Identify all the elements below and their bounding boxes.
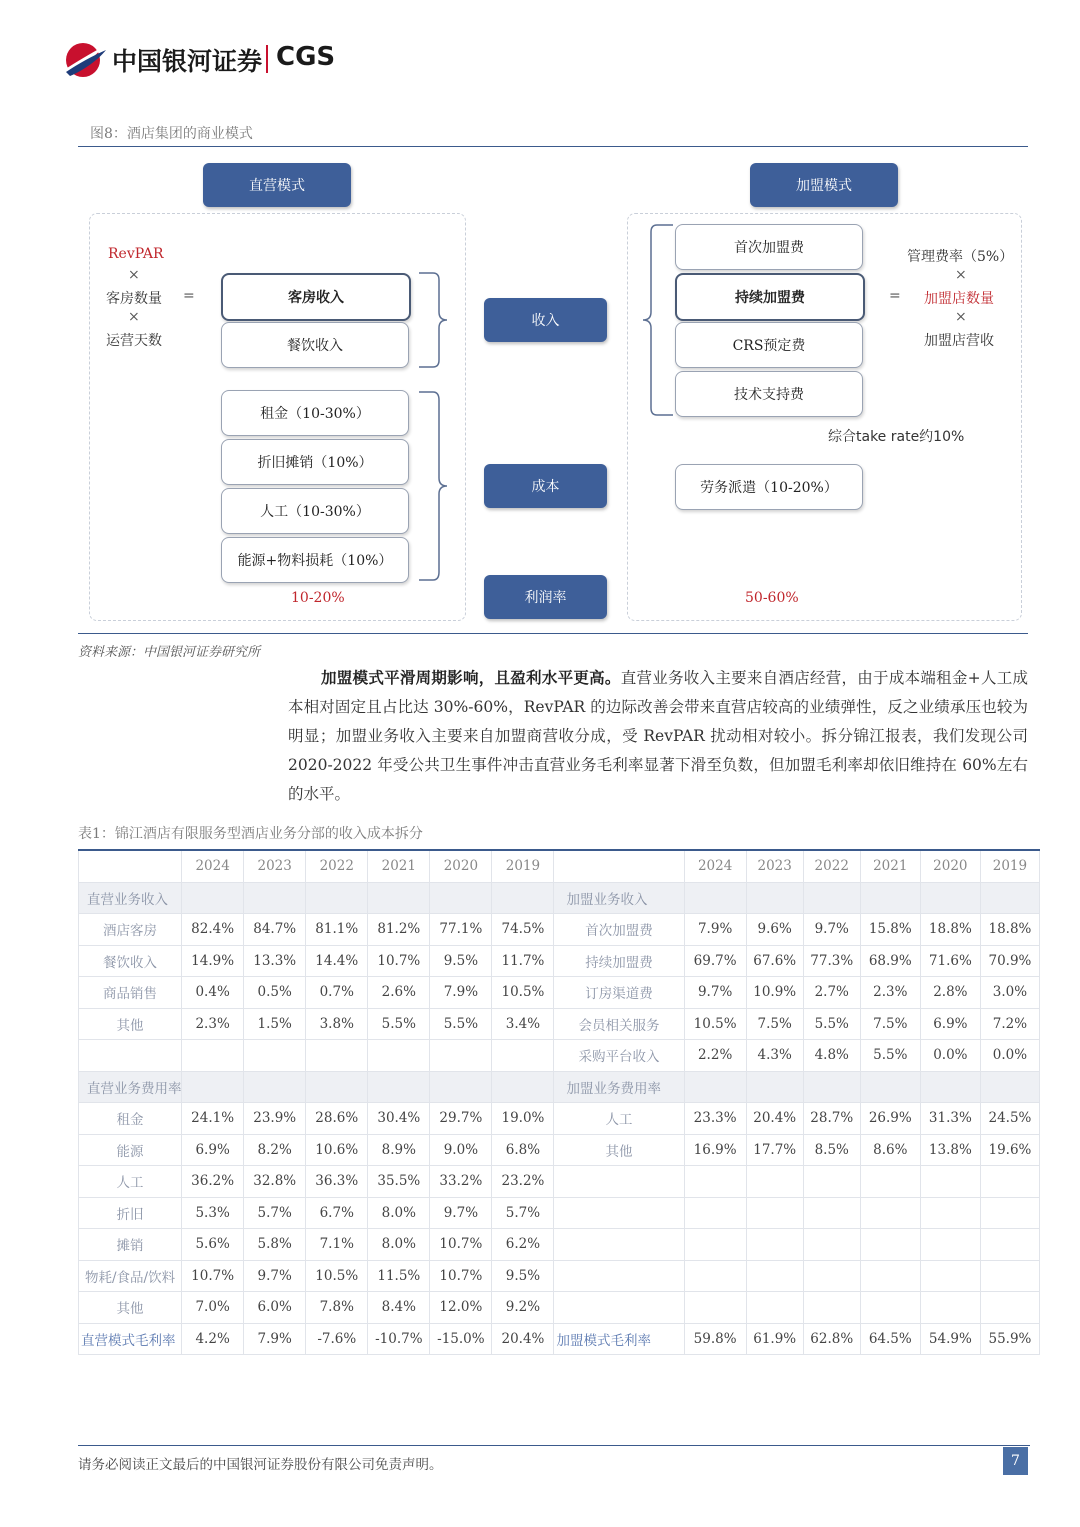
table-cell: [684, 1197, 746, 1229]
page-number: 7: [1003, 1447, 1028, 1475]
value-cell: 0.0%: [920, 1040, 980, 1072]
table-cell: [920, 1229, 980, 1261]
value-cell: 14.4%: [306, 945, 368, 977]
table-cell: [430, 1040, 492, 1072]
value-cell: 9.7%: [430, 1197, 492, 1229]
value-cell: 2.2%: [684, 1040, 746, 1072]
row-label: 能源: [79, 1134, 182, 1166]
table-cell: [920, 882, 980, 914]
value-cell: -15.0%: [430, 1323, 492, 1355]
times-sign: ×: [955, 267, 967, 283]
analysis-paragraph: [288, 663, 1028, 809]
value-cell: 82.4%: [182, 914, 244, 946]
table-cell: [684, 882, 746, 914]
value-cell: 64.5%: [860, 1323, 920, 1355]
value-cell: 7.0%: [182, 1292, 244, 1324]
value-cell: 6.2%: [492, 1229, 554, 1261]
value-cell: 5.3%: [182, 1197, 244, 1229]
direct-margin-value: 10-20%: [291, 590, 345, 606]
table-row: [79, 1008, 1040, 1040]
value-cell: 0.4%: [182, 977, 244, 1009]
value-cell: 6.9%: [920, 1008, 980, 1040]
value-cell: 29.7%: [430, 1103, 492, 1135]
table-cell: [980, 1071, 1039, 1103]
value-cell: 4.3%: [746, 1040, 803, 1072]
value-cell: 8.9%: [368, 1134, 430, 1166]
table-cell: [554, 1229, 684, 1261]
table-row: [79, 1292, 1040, 1324]
value-cell: 71.6%: [920, 945, 980, 977]
value-cell: 6.7%: [306, 1197, 368, 1229]
table-cell: [980, 1292, 1039, 1324]
table-row: [79, 1197, 1040, 1229]
value-cell: 4.8%: [803, 1040, 860, 1072]
value-cell: 7.5%: [860, 1008, 920, 1040]
value-cell: 23.2%: [492, 1166, 554, 1198]
table-cell: [746, 882, 803, 914]
diagram-braces-left: [415, 270, 455, 590]
row-label: 持续加盟费: [554, 945, 684, 977]
value-cell: 4.2%: [182, 1323, 244, 1355]
value-cell: 35.5%: [368, 1166, 430, 1198]
value-cell: 67.6%: [746, 945, 803, 977]
table-cell: [860, 1292, 920, 1324]
direct-model-label: 直营模式: [203, 163, 351, 207]
food-revenue-box: 餐饮收入: [221, 322, 409, 368]
row-label: 人工: [79, 1166, 182, 1198]
diagram-brace-right: [635, 222, 675, 422]
value-cell: 30.4%: [368, 1103, 430, 1135]
table-cell: [554, 1260, 684, 1292]
value-cell: 8.4%: [368, 1292, 430, 1324]
table-cell: [803, 1166, 860, 1198]
value-cell: 84.7%: [244, 914, 306, 946]
table-cell: [803, 1197, 860, 1229]
table-cell: [920, 1292, 980, 1324]
table-cell: [803, 1260, 860, 1292]
value-cell: 9.5%: [492, 1260, 554, 1292]
table-cell: [306, 882, 368, 914]
value-cell: 28.6%: [306, 1103, 368, 1135]
value-cell: 13.3%: [244, 945, 306, 977]
value-cell: -10.7%: [368, 1323, 430, 1355]
table-header-blank: [79, 850, 182, 882]
table-cell: [368, 1071, 430, 1103]
value-cell: 20.4%: [746, 1103, 803, 1135]
figure-source: 资料来源：中国银河证券研究所: [78, 645, 261, 660]
operating-days-label: 运营天数: [106, 333, 162, 349]
value-cell: 9.2%: [492, 1292, 554, 1324]
table-cell: [746, 1197, 803, 1229]
value-cell: 6.8%: [492, 1134, 554, 1166]
crs-fee-box: CRS预定费: [675, 322, 863, 368]
year-header: 2023: [244, 850, 306, 882]
value-cell: 2.7%: [803, 977, 860, 1009]
section-label: 直营业务费用率: [79, 1071, 182, 1103]
value-cell: 13.8%: [920, 1134, 980, 1166]
value-cell: 20.4%: [492, 1323, 554, 1355]
dispatch-labor-box: 劳务派遣（10-20%）: [675, 464, 863, 510]
value-cell: 0.7%: [306, 977, 368, 1009]
logo-separator: [266, 45, 268, 73]
value-cell: 7.1%: [306, 1229, 368, 1261]
cgs-logo-icon: [62, 40, 106, 78]
table-cell: [244, 882, 306, 914]
table-cell: [860, 882, 920, 914]
value-cell: -7.6%: [306, 1323, 368, 1355]
table-cell: [554, 1197, 684, 1229]
value-cell: 7.9%: [244, 1323, 306, 1355]
table-cell: [803, 1229, 860, 1261]
value-cell: 33.2%: [430, 1166, 492, 1198]
year-header: 2020: [920, 850, 980, 882]
value-cell: 18.8%: [920, 914, 980, 946]
value-cell: 9.6%: [746, 914, 803, 946]
value-cell: 7.2%: [980, 1008, 1039, 1040]
value-cell: 8.0%: [368, 1229, 430, 1261]
value-cell: 10.7%: [368, 945, 430, 977]
labor-cost-box: 人工（10-30%）: [221, 488, 409, 534]
energy-cost-box: 能源+物料损耗（10%）: [221, 537, 409, 583]
value-cell: 28.7%: [803, 1103, 860, 1135]
table-cell: [684, 1071, 746, 1103]
take-rate-note: 综合take rate约10%: [828, 429, 965, 445]
row-label: 租金: [79, 1103, 182, 1135]
value-cell: 17.7%: [746, 1134, 803, 1166]
table-cell: [684, 1292, 746, 1324]
year-header: 2024: [182, 850, 244, 882]
year-header: 2021: [368, 850, 430, 882]
table-cell: [803, 882, 860, 914]
table-row: [79, 914, 1040, 946]
section-label: 加盟业务费用率: [554, 1071, 684, 1103]
row-label: 其他: [79, 1008, 182, 1040]
row-label: 商品销售: [79, 977, 182, 1009]
table-header-row: [79, 850, 1040, 882]
row-label: 采购平台收入: [554, 1040, 684, 1072]
table-cell: [920, 1260, 980, 1292]
table-cell: [554, 1292, 684, 1324]
table-row: [79, 977, 1040, 1009]
row-label: 物耗/食品/饮料: [79, 1260, 182, 1292]
value-cell: 3.4%: [492, 1008, 554, 1040]
value-cell: 9.7%: [684, 977, 746, 1009]
table-cell: [860, 1229, 920, 1261]
year-header: 2020: [430, 850, 492, 882]
table-cell: [684, 1260, 746, 1292]
table-cell: [980, 882, 1039, 914]
franchise-model-label: 加盟模式: [750, 163, 898, 207]
table-row: [79, 1166, 1040, 1198]
year-header: 2019: [980, 850, 1039, 882]
table-cell: [920, 1071, 980, 1103]
year-header: 2022: [803, 850, 860, 882]
table-row: [79, 1229, 1040, 1261]
table-cell: [182, 882, 244, 914]
value-cell: 2.3%: [860, 977, 920, 1009]
row-label: 会员相关服务: [554, 1008, 684, 1040]
year-header: 2019: [492, 850, 554, 882]
revenue-cost-table: [78, 849, 1040, 1355]
value-cell: 3.8%: [306, 1008, 368, 1040]
value-cell: 10.5%: [306, 1260, 368, 1292]
tech-support-fee-box: 技术支持费: [675, 371, 863, 417]
table-cell: [554, 1166, 684, 1198]
table-cell: [306, 1040, 368, 1072]
table-cell: [684, 1229, 746, 1261]
table-cell: [430, 882, 492, 914]
year-header: 2021: [860, 850, 920, 882]
times-sign: ×: [128, 267, 140, 283]
value-cell: 12.0%: [430, 1292, 492, 1324]
section-label: 直营业务收入: [79, 882, 182, 914]
value-cell: 9.7%: [244, 1260, 306, 1292]
table-title: 表1：锦江酒店有限服务型酒店业务分部的收入成本拆分: [78, 826, 423, 842]
table-cell: [746, 1260, 803, 1292]
value-cell: 36.2%: [182, 1166, 244, 1198]
revenue-label: 收入: [484, 298, 607, 342]
figure-title: 图8：酒店集团的商业模式: [90, 126, 253, 142]
value-cell: 9.5%: [430, 945, 492, 977]
value-cell: 8.0%: [368, 1197, 430, 1229]
value-cell: 8.5%: [803, 1134, 860, 1166]
value-cell: 5.7%: [244, 1197, 306, 1229]
management-fee-rate-label: 管理费率（5%）: [907, 249, 1014, 265]
value-cell: 81.2%: [368, 914, 430, 946]
times-sign: ×: [955, 309, 967, 325]
logo-en: CGS: [276, 42, 336, 72]
equals-sign: =: [183, 288, 195, 304]
table-cell: [803, 1071, 860, 1103]
table-cell: [803, 1292, 860, 1324]
table-cell: [746, 1229, 803, 1261]
value-cell: 7.9%: [684, 914, 746, 946]
table-row: [79, 1103, 1040, 1135]
table-cell: [920, 1166, 980, 1198]
value-cell: 59.8%: [684, 1323, 746, 1355]
table-section-row: [79, 882, 1040, 914]
value-cell: 77.1%: [430, 914, 492, 946]
value-cell: 54.9%: [920, 1323, 980, 1355]
value-cell: 18.8%: [980, 914, 1039, 946]
value-cell: 55.9%: [980, 1323, 1039, 1355]
table-cell: [368, 882, 430, 914]
table-cell: [860, 1166, 920, 1198]
value-cell: 5.7%: [492, 1197, 554, 1229]
value-cell: 5.6%: [182, 1229, 244, 1261]
table-cell: [746, 1071, 803, 1103]
section-label: 加盟业务收入: [554, 882, 684, 914]
paragraph-lead: 加盟模式平滑周期影响，且盈利水平更高。: [321, 668, 621, 687]
table-cell: [79, 1040, 182, 1072]
depreciation-cost-box: 折旧摊销（10%）: [221, 439, 409, 485]
row-label: 折旧: [79, 1197, 182, 1229]
value-cell: 61.9%: [746, 1323, 803, 1355]
table-section-row: [79, 1071, 1040, 1103]
franchise-store-revenue-label: 加盟店营收: [924, 333, 994, 349]
room-count-label: 客房数量: [106, 291, 162, 307]
value-cell: 70.9%: [980, 945, 1039, 977]
initial-fee-box: 首次加盟费: [675, 224, 863, 270]
value-cell: 5.8%: [244, 1229, 306, 1261]
table-cell: [746, 1166, 803, 1198]
table-row: [79, 1134, 1040, 1166]
row-label: 摊销: [79, 1229, 182, 1261]
row-label: 其他: [554, 1134, 684, 1166]
value-cell: 2.8%: [920, 977, 980, 1009]
table-cell: [746, 1292, 803, 1324]
value-cell: 26.9%: [860, 1103, 920, 1135]
value-cell: 68.9%: [860, 945, 920, 977]
value-cell: 5.5%: [803, 1008, 860, 1040]
value-cell: 2.3%: [182, 1008, 244, 1040]
table-cell: [430, 1071, 492, 1103]
footer-disclaimer: 请务必阅读正文最后的中国银河证券股份有限公司免责声明。: [78, 1457, 443, 1473]
figure-bottom-rule: [78, 633, 1028, 634]
value-cell: 16.9%: [684, 1134, 746, 1166]
value-cell: 9.7%: [803, 914, 860, 946]
row-label: 直营模式毛利率: [79, 1323, 182, 1355]
table-cell: [492, 1071, 554, 1103]
value-cell: 5.5%: [430, 1008, 492, 1040]
table-cell: [860, 1197, 920, 1229]
table-row: [79, 1040, 1040, 1072]
paragraph-body: 直营业务收入主要来自酒店经营，由于成本端租金+人工成本相对固定且占比达 30%-60%，RevPAR 的边际改善会带来直营店较高的业绩弹性，反之业绩承压也较为明显；加盟业务收入主要来自加盟商营收分成，受 RevPAR 扰动相对较小。拆分锦江报表，我们发现公司 2020-2022 年受公共卫生事件冲击直营业务毛利率显著下滑至负数，但加盟毛利率却依旧维持在 60%左右的水平。: [288, 669, 1028, 803]
value-cell: 0.5%: [244, 977, 306, 1009]
value-cell: 10.6%: [306, 1134, 368, 1166]
footer-rule: [78, 1445, 1030, 1446]
table-cell: [980, 1166, 1039, 1198]
value-cell: 11.5%: [368, 1260, 430, 1292]
table-cell: [182, 1040, 244, 1072]
table-cell: [306, 1071, 368, 1103]
table-row: [79, 1260, 1040, 1292]
value-cell: 10.7%: [430, 1229, 492, 1261]
value-cell: 10.7%: [182, 1260, 244, 1292]
table-cell: [980, 1260, 1039, 1292]
value-cell: 23.3%: [684, 1103, 746, 1135]
value-cell: 77.3%: [803, 945, 860, 977]
year-header: 2022: [306, 850, 368, 882]
franchise-store-count-label: 加盟店数量: [924, 291, 994, 307]
value-cell: 10.9%: [746, 977, 803, 1009]
franchise-margin-value: 50-60%: [745, 590, 799, 606]
value-cell: 32.8%: [244, 1166, 306, 1198]
table-cell: [244, 1040, 306, 1072]
value-cell: 62.8%: [803, 1323, 860, 1355]
ongoing-fee-box: 持续加盟费: [675, 273, 865, 321]
table-row: [79, 1323, 1040, 1355]
cost-label: 成本: [484, 464, 607, 508]
row-label: 餐饮收入: [79, 945, 182, 977]
table-cell: [684, 1166, 746, 1198]
value-cell: 7.8%: [306, 1292, 368, 1324]
value-cell: 6.9%: [182, 1134, 244, 1166]
row-label: 订房渠道费: [554, 977, 684, 1009]
value-cell: 10.7%: [430, 1260, 492, 1292]
value-cell: 7.9%: [430, 977, 492, 1009]
room-revenue-box: 客房收入: [221, 273, 411, 321]
value-cell: 19.0%: [492, 1103, 554, 1135]
value-cell: 2.6%: [368, 977, 430, 1009]
margin-label: 利润率: [484, 575, 607, 619]
table-cell: [920, 1197, 980, 1229]
value-cell: 8.6%: [860, 1134, 920, 1166]
value-cell: 1.5%: [244, 1008, 306, 1040]
table-cell: [182, 1071, 244, 1103]
value-cell: 10.5%: [684, 1008, 746, 1040]
row-label: 人工: [554, 1103, 684, 1135]
value-cell: 15.8%: [860, 914, 920, 946]
year-header: 2024: [684, 850, 746, 882]
rent-cost-box: 租金（10-30%）: [221, 390, 409, 436]
value-cell: 14.9%: [182, 945, 244, 977]
table-cell: [980, 1197, 1039, 1229]
value-cell: 8.2%: [244, 1134, 306, 1166]
value-cell: 36.3%: [306, 1166, 368, 1198]
value-cell: 0.0%: [980, 1040, 1039, 1072]
row-label: 加盟模式毛利率: [554, 1323, 684, 1355]
value-cell: 7.5%: [746, 1008, 803, 1040]
equals-sign: =: [889, 288, 901, 304]
table-cell: [860, 1071, 920, 1103]
table-cell: [492, 882, 554, 914]
figure-top-rule: [78, 146, 1028, 147]
value-cell: 24.5%: [980, 1103, 1039, 1135]
value-cell: 5.5%: [860, 1040, 920, 1072]
table-cell: [980, 1229, 1039, 1261]
value-cell: 19.6%: [980, 1134, 1039, 1166]
table-row: [79, 945, 1040, 977]
value-cell: 81.1%: [306, 914, 368, 946]
table-cell: [368, 1040, 430, 1072]
value-cell: 6.0%: [244, 1292, 306, 1324]
table-cell: [244, 1071, 306, 1103]
value-cell: 11.7%: [492, 945, 554, 977]
table-cell: [860, 1260, 920, 1292]
revpar-label: RevPAR: [108, 246, 164, 262]
value-cell: 3.0%: [980, 977, 1039, 1009]
times-sign: ×: [128, 309, 140, 325]
value-cell: 5.5%: [368, 1008, 430, 1040]
year-header: 2023: [746, 850, 803, 882]
value-cell: 9.0%: [430, 1134, 492, 1166]
row-label: 首次加盟费: [554, 914, 684, 946]
row-label: 酒店客房: [79, 914, 182, 946]
value-cell: 24.1%: [182, 1103, 244, 1135]
table-header-blank: [554, 850, 684, 882]
value-cell: 10.5%: [492, 977, 554, 1009]
table-cell: [492, 1040, 554, 1072]
value-cell: 69.7%: [684, 945, 746, 977]
value-cell: 74.5%: [492, 914, 554, 946]
value-cell: 23.9%: [244, 1103, 306, 1135]
logo-cn: 中国银河证券: [112, 47, 263, 76]
value-cell: 31.3%: [920, 1103, 980, 1135]
row-label: 其他: [79, 1292, 182, 1324]
